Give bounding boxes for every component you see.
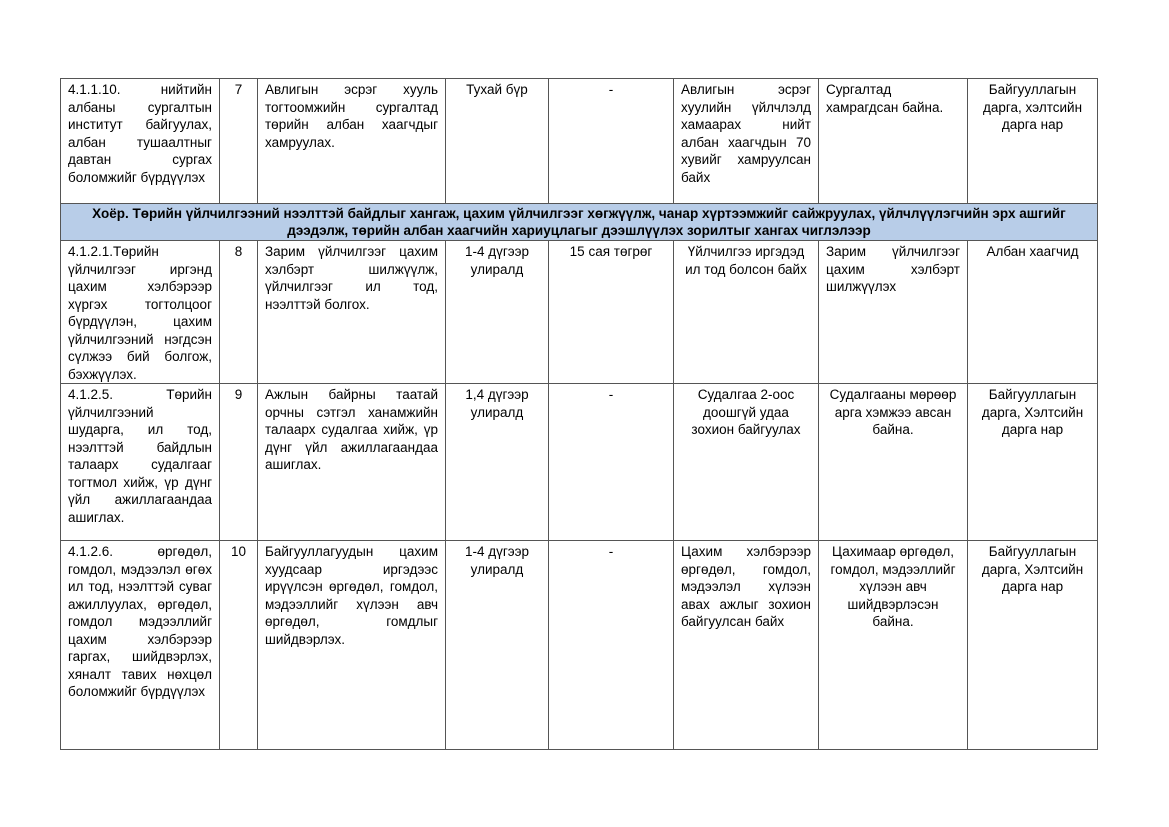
- number-cell: 10: [220, 541, 258, 750]
- activity-cell: 4.1.2.1.Төрийн үйлчилгээг иргэнд цахим хэлбэрээр хүргэх тогтолцоог бүрдүүлэн, цахим үйлчилгээний нэгдсэн сүлжээ бий болгож, бэхжүүлэх.: [61, 241, 220, 384]
- responsible-cell: Байгууллагын дарга, Хэлтсийн дарга нар: [968, 384, 1098, 541]
- indicator-cell: Үйлчилгээ иргэдэд ил тод болсон байх: [674, 241, 819, 384]
- expected-result-cell: Цахимаар өргөдөл, гомдол, мэдээллийг хүлээн авч шийдвэрлэсэн байна.: [819, 541, 968, 750]
- activity-cell: 4.1.1.10. нийтийн албаны сургалтын институт байгуулах, албан тушаалтныг давтан сургах боломжийг бүрдүүлэх: [61, 79, 220, 204]
- table-row: [61, 241, 1098, 384]
- expected-result-cell: Судалгааны мөрөөр арга хэмжээ авсан байна.: [819, 384, 968, 541]
- action-cell: Авлигын эсрэг хууль тогтоомжийн сургалтад төрийн албан хаагчдыг хамруулах.: [258, 79, 446, 204]
- responsible-cell: Байгууллагын дарга, хэлтсийн дарга нар: [968, 79, 1098, 204]
- table-row: [61, 541, 1098, 750]
- expected-result-cell: Зарим үйлчилгээг цахим хэлбэрт шилжүүлэх: [819, 241, 968, 384]
- action-cell: Байгууллагуудын цахим хуудсаар иргэдээс ирүүлсэн өргөдөл, гомдол, мэдээллийг хүлээн авч өргөдөл, гомдлыг шийдвэрлэх.: [258, 541, 446, 750]
- number-cell: 8: [220, 241, 258, 384]
- number-cell: 9: [220, 384, 258, 541]
- table-row: [61, 384, 1098, 541]
- timeframe-cell: 1-4 дүгээр улиралд: [446, 241, 549, 384]
- timeframe-cell: Тухай бүр: [446, 79, 549, 204]
- timeframe-cell: 1,4 дүгээр улиралд: [446, 384, 549, 541]
- action-plan-table: [60, 78, 1098, 750]
- number-cell: 7: [220, 79, 258, 204]
- budget-cell: 15 сая төгрөг: [549, 241, 674, 384]
- section-header: Хоёр. Төрийн үйлчилгээний нээлттэй байдлыг хангаж, цахим үйлчилгээг хөгжүүлж, чанар хүртээмжийг сайжруулах, үйлчлүүлэгчийн эрх ашгийг дээдэлж, төрийн албан хаагчийн хариуцлагыг дээшлүүлэх зорилтыг хангах чиглэлээр: [61, 204, 1098, 241]
- budget-cell: -: [549, 384, 674, 541]
- indicator-cell: Цахим хэлбэрээр өргөдөл, гомдол, мэдээлэл хүлээн авах ажлыг зохион байгуулсан байх: [674, 541, 819, 750]
- table-row: [61, 79, 1098, 204]
- budget-cell: -: [549, 541, 674, 750]
- responsible-cell: Албан хаагчид: [968, 241, 1098, 384]
- section-header-row: [61, 204, 1098, 241]
- action-cell: Ажлын байрны таатай орчны сэтгэл ханамжийн талаарх судалгаа хийж, үр дүнг үйл ажиллагаандаа ашиглах.: [258, 384, 446, 541]
- expected-result-cell: Сургалтад хамрагдсан байна.: [819, 79, 968, 204]
- action-cell: Зарим үйлчилгээг цахим хэлбэрт шилжүүлж, үйлчилгээг ил тод, нээлттэй болгох.: [258, 241, 446, 384]
- responsible-cell: Байгууллагын дарга, Хэлтсийн дарга нар: [968, 541, 1098, 750]
- timeframe-cell: 1-4 дүгээр улиралд: [446, 541, 549, 750]
- activity-cell: 4.1.2.6. өргөдөл, гомдол, мэдээлэл өгөх ил тод, нээлттэй суваг ажиллуулах, өргөдөл, гомдол мэдээллийг цахим хэлбэрээр гаргах, шийдвэрлэх, хяналт тавих нөхцөл боломжийг бүрдүүлэх: [61, 541, 220, 750]
- budget-cell: -: [549, 79, 674, 204]
- indicator-cell: Судалгаа 2-оос доошгүй удаа зохион байгуулах: [674, 384, 819, 541]
- indicator-cell: Авлигын эсрэг хуулийн үйлчлэлд хамаарах нийт албан хаагчдын 70 хувийг хамруулсан байх: [674, 79, 819, 204]
- activity-cell: 4.1.2.5. Төрийн үйлчилгээний шударга, ил тод, нээлттэй байдлын талаарх судалгааг тогтмол хийж, үр дүнг үйл ажиллагаандаа ашиглах.: [61, 384, 220, 541]
